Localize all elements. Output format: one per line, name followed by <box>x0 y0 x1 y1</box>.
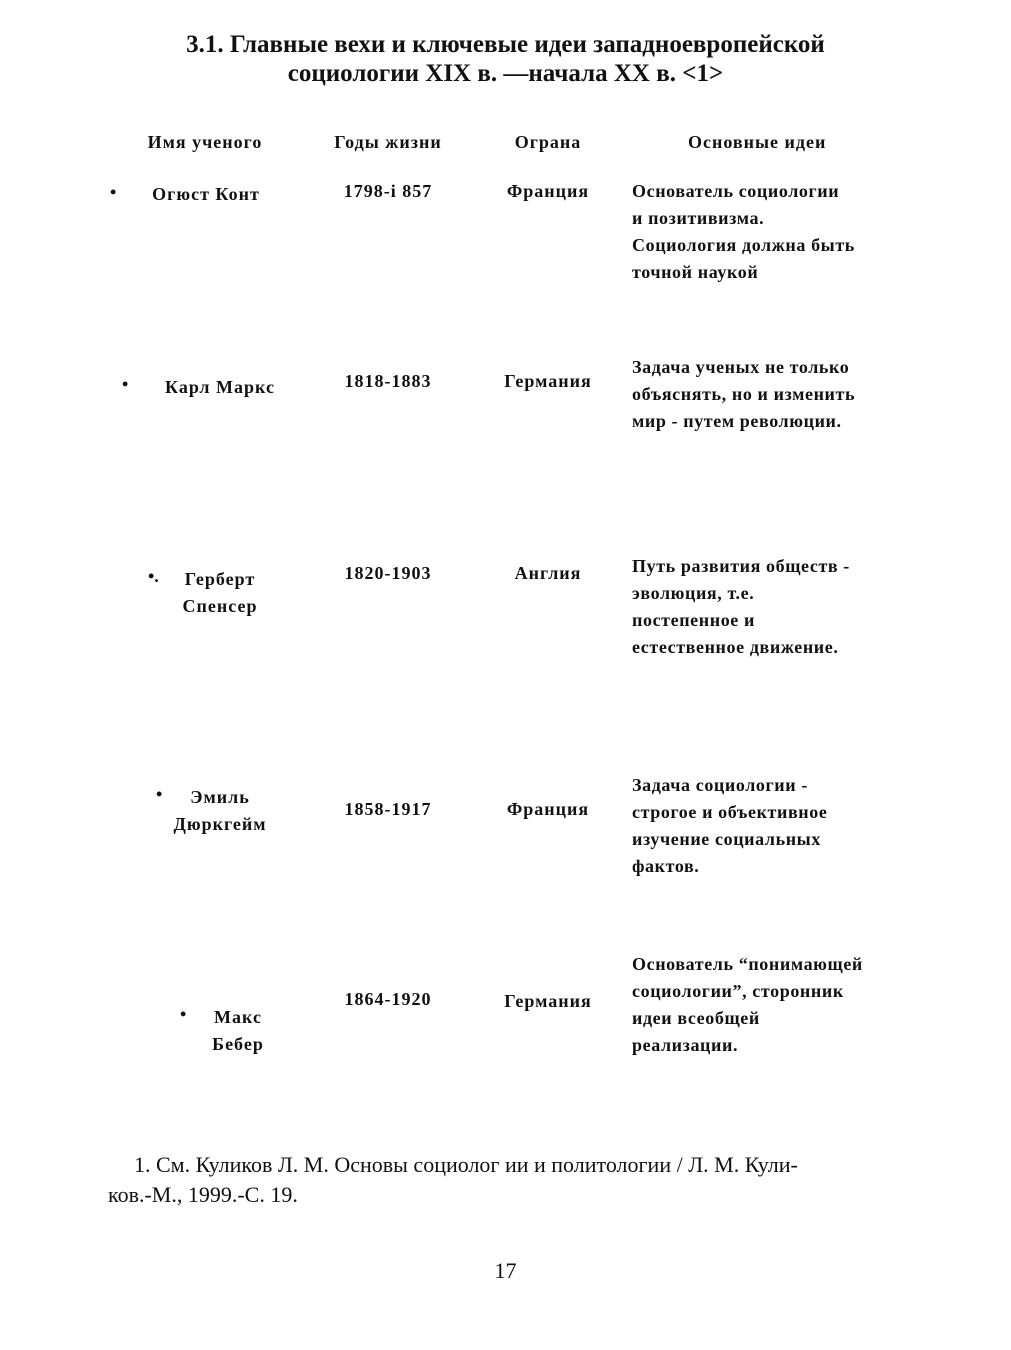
country: Франция <box>506 799 590 819</box>
ideas-line: изучение социальных <box>632 829 821 849</box>
life-years: 1798-i 857 <box>343 181 433 201</box>
life-years: 1864-1920 <box>344 989 432 1009</box>
life-years: 1820-1903 <box>344 563 432 583</box>
ideas-line: строгое и объективное <box>632 802 828 822</box>
ideas-line: объяснять, но и изменить <box>632 384 856 404</box>
ideas-line: фактов. <box>632 856 700 876</box>
name-line: Макс <box>214 1007 262 1027</box>
footnote-line-1: 1. См. Куликов Л. М. Основы социолог ии и политологии / Л. М. Кули- <box>134 1152 798 1177</box>
scientist-name <box>106 181 306 208</box>
row-bullet: • <box>180 1004 187 1024</box>
ideas-line: Социология должна быть <box>632 235 855 255</box>
ideas-line: Основатель социологии <box>632 181 840 201</box>
country: Германия <box>504 991 592 1011</box>
name-line: Спенсер <box>182 596 258 616</box>
name-line: Герберт <box>184 569 256 589</box>
main-ideas <box>632 354 932 435</box>
page-number: 17 <box>494 1258 517 1283</box>
main-ideas <box>632 772 932 880</box>
header-years: Годы жизни <box>334 132 442 152</box>
header-country: Ограна <box>514 132 582 152</box>
ideas-line: естественное движение. <box>632 637 839 657</box>
page-title <box>0 30 1011 88</box>
scientist-name <box>120 566 320 620</box>
ideas-line: эволюция, т.е. <box>632 583 755 603</box>
name-line: Дюркгейм <box>173 814 267 834</box>
title-line-2: социологии XIX в. —начала XX в. <1> <box>287 60 724 87</box>
name-line: Бебер <box>212 1034 264 1054</box>
scientist-name <box>138 1004 338 1058</box>
ideas-line: Путь развития обществ - <box>632 556 850 576</box>
scientist-name <box>120 784 320 838</box>
life-years: 1818-1883 <box>344 371 432 391</box>
country: Франция <box>506 181 590 201</box>
footnote-line-2: ков.-М., 1999.-С. 19. <box>108 1182 298 1207</box>
country: Англия <box>514 563 582 583</box>
main-ideas <box>632 951 932 1059</box>
row-bullet: • <box>122 374 129 394</box>
row-bullet: • <box>156 784 163 804</box>
name-line: Огюст Конт <box>152 184 260 204</box>
country: Германия <box>504 371 592 391</box>
header-ideas: Основные идеи <box>688 132 827 152</box>
footnote <box>108 1150 908 1210</box>
ideas-line: мир - путем революции. <box>632 411 842 431</box>
title-line-1: 3.1. Главные вехи и ключевые идеи западноевропейской <box>186 31 825 58</box>
name-line: Карл Маркс <box>165 377 275 397</box>
ideas-line: постепенное и <box>632 610 755 630</box>
header-name: Имя ученого <box>147 132 263 152</box>
ideas-line: Основатель “понимающей <box>632 954 863 974</box>
row-bullet: •. <box>148 566 159 586</box>
ideas-line: идеи всеобщей <box>632 1008 760 1028</box>
name-line: Эмиль <box>190 787 250 807</box>
ideas-line: и позитивизма. <box>632 208 765 228</box>
ideas-line: реализации. <box>632 1035 739 1055</box>
main-ideas <box>632 178 932 286</box>
main-ideas <box>632 553 932 661</box>
row-bullet: • <box>110 182 117 202</box>
ideas-line: Задача ученых не только <box>632 357 850 377</box>
ideas-line: Задача социологии - <box>632 775 808 795</box>
ideas-line: точной наукой <box>632 262 759 282</box>
life-years: 1858-1917 <box>344 799 432 819</box>
scientist-name <box>120 374 320 401</box>
ideas-line: социологии”, сторонник <box>632 981 844 1001</box>
